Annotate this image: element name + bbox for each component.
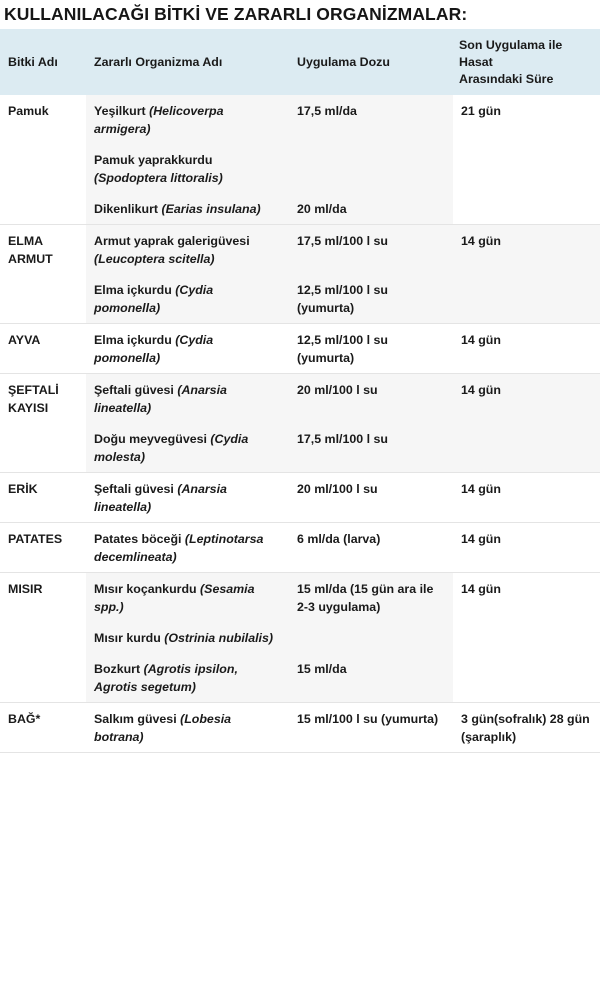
plant-name-line: ARMUT (8, 252, 53, 266)
interval-cell: 14 gün (453, 573, 600, 703)
dose-cell: 17,5 ml/da (289, 95, 453, 193)
plant-cell (0, 374, 86, 473)
plant-cell (0, 225, 86, 324)
interval-cell: 14 gün (453, 523, 600, 573)
pest-scientific-name: (Agrotis ipsilon, Agrotis segetum) (94, 662, 238, 694)
table-row (0, 523, 600, 573)
pest-common-name: Doğu meyvegüvesi (94, 432, 211, 446)
table-row (0, 473, 600, 523)
table-row (0, 225, 600, 275)
plant-name-line: ELMA (8, 234, 44, 248)
pest-scientific-name: (Ostrinia nubilalis) (164, 631, 274, 645)
pest-cell (86, 423, 289, 473)
plant-cell: Pamuk (0, 95, 86, 225)
pest-common-name: Elma içkurdu (94, 283, 176, 297)
header-interval-line-3: Arasındaki Süre (459, 71, 554, 86)
pest-common-name: Şeftali güvesi (94, 383, 178, 397)
pest-scientific-name: (Earias insulana) (161, 202, 261, 216)
pest-common-name: Mısır koçankurdu (94, 582, 201, 596)
plant-name-line: KAYISI (8, 401, 49, 415)
pest-common-name: Pamuk yaprakkurdu (94, 153, 213, 167)
pest-cell (86, 193, 289, 225)
pest-common-name: Salkım güvesi (94, 712, 181, 726)
interval-cell: 14 gün (453, 225, 600, 324)
pest-scientific-name: (Spodoptera littoralis) (94, 171, 223, 185)
dose-cell: 15 ml/100 l su (yumurta) (289, 703, 453, 753)
header-interval (453, 29, 600, 95)
header-interval-line-1: Son Uygulama ile (459, 37, 563, 52)
table-row (0, 703, 600, 753)
dose-cell: 12,5 ml/100 l su (yumurta) (289, 324, 453, 374)
table-row (0, 324, 600, 374)
pest-scientific-name: (Anarsia lineatella) (94, 383, 227, 415)
pest-scientific-name: (Leucoptera scitella) (94, 252, 215, 266)
pest-common-name: Bozkurt (94, 662, 144, 676)
dose-cell: 17,5 ml/100 l su (289, 225, 453, 275)
pest-common-name: Dikenlikurt (94, 202, 162, 216)
pest-cell (86, 374, 289, 424)
pest-scientific-name: (Sesamia spp.) (94, 582, 255, 614)
dose-cell: 15 ml/da (15 gün ara ile 2-3 uygulama) (289, 573, 453, 654)
plant-cell: MISIR (0, 573, 86, 703)
interval-cell: 14 gün (453, 374, 600, 473)
pest-common-name: Yeşilkurt (94, 104, 150, 118)
interval-cell: 14 gün (453, 324, 600, 374)
dose-cell: 20 ml/da (289, 193, 453, 225)
table-row (0, 95, 600, 144)
header-dose: Uygulama Dozu (289, 29, 453, 95)
pest-common-name: Mısır kurdu (94, 631, 165, 645)
pest-cell (86, 225, 289, 275)
pest-common-name: Elma içkurdu (94, 333, 176, 347)
interval-cell: 3 gün(sofralık) 28 gün (şaraplık) (453, 703, 600, 753)
dose-cell: 17,5 ml/100 l su (289, 423, 453, 473)
plant-cell: BAĞ* (0, 703, 86, 753)
pest-scientific-name: (Lobesia botrana) (94, 712, 232, 744)
pest-common-name: Patates böceği (94, 532, 185, 546)
plant-cell: ERİK (0, 473, 86, 523)
plant-cell: AYVA (0, 324, 86, 374)
pest-cell (86, 144, 289, 193)
pest-scientific-name: (Cydia molesta) (94, 432, 249, 464)
dose-cell: 15 ml/da (289, 653, 453, 703)
pest-scientific-name: (Helicoverpa armigera) (94, 104, 224, 136)
dose-cell: 6 ml/da (larva) (289, 523, 453, 573)
pest-scientific-name: (Cydia pomonella) (94, 283, 214, 315)
pest-cell (86, 653, 289, 703)
header-plant-name: Bitki Adı (0, 29, 86, 95)
table-row (0, 374, 600, 424)
pest-cell (86, 274, 289, 324)
dose-cell: 20 ml/100 l su (289, 473, 453, 523)
pest-scientific-name: (Leptinotarsa decemlineata) (94, 532, 264, 564)
page-title: KULLANILACAĞI BİTKİ VE ZARARLI ORGANİZMALAR: (4, 4, 468, 24)
interval-cell: 14 gün (453, 473, 600, 523)
table-row (0, 573, 600, 623)
pest-scientific-name: (Anarsia lineatella) (94, 482, 227, 514)
pest-cell (86, 473, 289, 523)
pest-cell (86, 573, 289, 623)
plant-cell: PATATES (0, 523, 86, 573)
plant-name-line: ŞEFTALİ (8, 383, 59, 397)
pest-cell (86, 95, 289, 144)
pest-cell (86, 324, 289, 374)
dose-cell: 20 ml/100 l su (289, 374, 453, 424)
pest-cell (86, 703, 289, 753)
dose-cell: 12,5 ml/100 l su (yumurta) (289, 274, 453, 324)
pest-common-name: Şeftali güvesi (94, 482, 178, 496)
pest-scientific-name: (Cydia pomonella) (94, 333, 214, 365)
pest-common-name: Armut yaprak galerigüvesi (94, 234, 250, 248)
pest-table (0, 29, 600, 753)
header-interval-line-2: Hasat (459, 54, 493, 69)
table-header-row (0, 29, 600, 95)
pest-cell (86, 622, 289, 653)
interval-cell: 21 gün (453, 95, 600, 225)
pest-cell (86, 523, 289, 573)
header-pest-name: Zararlı Organizma Adı (86, 29, 289, 95)
